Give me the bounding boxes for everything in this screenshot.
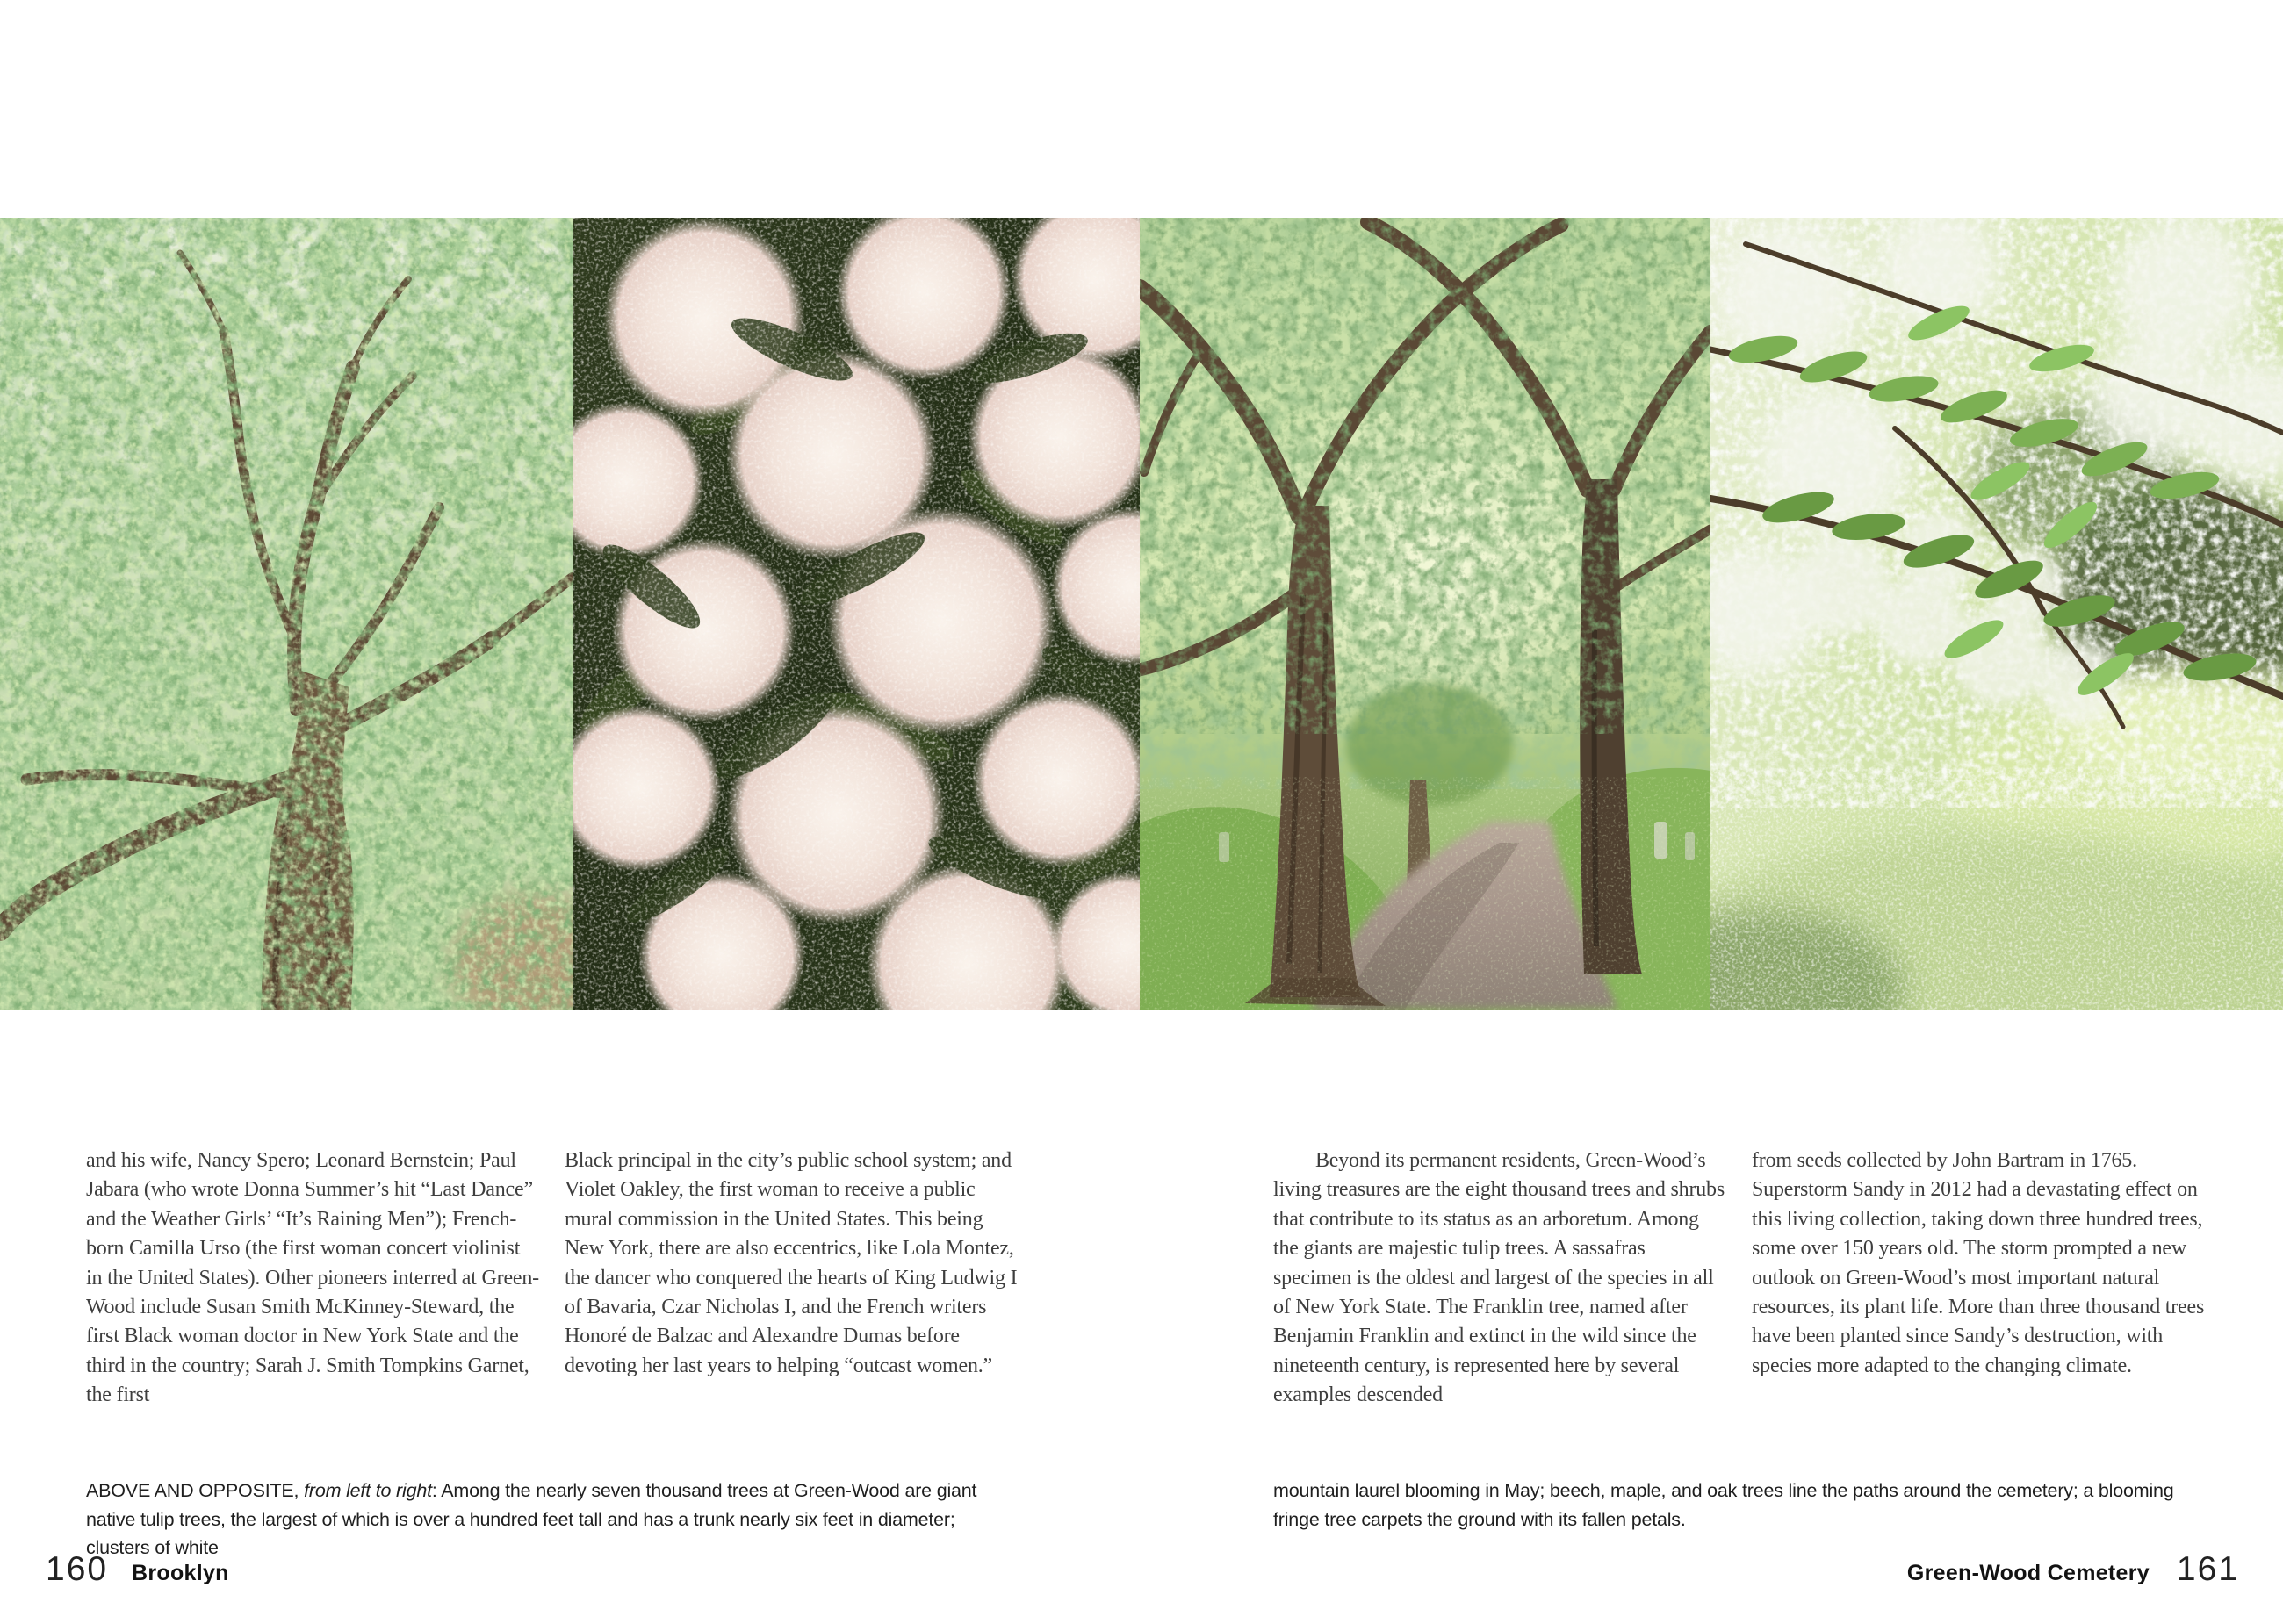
photo-tree-lined-path <box>1140 218 1710 1010</box>
fringe-tree-illustration <box>1710 218 2283 1010</box>
body-column-4: from seeds collected by John Bartram in 1765. Superstorm Sandy in 2012 had a devastating effect on this living collection, taking down three hundred trees, some over 150 years old. The storm prompted a new outlook on Green-Wood’s most important natural resources, its plant life. More than three thousand trees have been planted since Sandy’s destruction, with species more adapted to the changing climate. <box>1752 1149 2205 1377</box>
photo-fringe-tree <box>1710 218 2283 1010</box>
body-column-1: and his wife, Nancy Spero; Leonard Bernstein; Paul Jabara (who wrote Donna Summer’s hit “Last Dance” and the Weather Girls’ “It’s Raining Men”); French-born Camilla Urso (the first woman concert violinist in the United States). Other pioneers interred at Green-Wood include Susan Smith McKinney-Steward, the first Black woman doctor in New York State and the third in the country; Sarah J. Smith Tompkins Garnet, the first <box>86 1149 539 1407</box>
caption-left-lead: ABOVE AND OPPOSITE, <box>86 1480 305 1501</box>
page-number-left: 160 <box>46 1550 109 1588</box>
page-number-right: 161 <box>2176 1550 2239 1588</box>
caption-left-italic: from left to right <box>304 1480 432 1501</box>
mountain-laurel-illustration <box>573 218 1140 1010</box>
running-head-left: Brooklyn <box>132 1561 229 1585</box>
tulip-tree-illustration <box>0 218 573 1010</box>
photo-mountain-laurel <box>573 218 1140 1010</box>
caption-right: mountain laurel blooming in May; beech, maple, and oak trees line the paths around the cemetery; a blooming fringe tree carpets the ground with its fallen petals. <box>1273 1480 2174 1530</box>
body-column-3: Beyond its permanent residents, Green-Wood’s living treasures are the eight thousand trees and shrubs that contribute to its status as an arboretum. Among the giants are majestic tulip trees. A sassafras specimen is the oldest and largest of the species in all of New York State. The Franklin tree, named after Benjamin Franklin and extinct in the wild since the nineteenth century, is represented here by several examples descended <box>1273 1149 1725 1407</box>
photo-tulip-tree <box>0 218 573 1010</box>
body-column-2: Black principal in the city’s public school system; and Violet Oakley, the first woman to receive a public mural commission in the United States. This being New York, there are also eccentrics, like Lola Montez, the dancer who conquered the hearts of King Ludwig I of Bavaria, Czar Nicholas I, and the French writers Honoré de Balzac and Alexandre Dumas before devoting her last years to helping “outcast women.” <box>565 1149 1018 1377</box>
tree-lined-path-illustration <box>1140 218 1710 1010</box>
caption-left <box>86 1477 1006 1563</box>
caption-left-text: : Among the nearly seven thousand trees at Green-Wood are giant native tulip trees, the largest of which is over a hundred feet tall and has a trunk nearly six feet in diameter; clusters of white <box>86 1480 977 1558</box>
running-head-right: Green-Wood Cemetery <box>1906 1561 2150 1585</box>
